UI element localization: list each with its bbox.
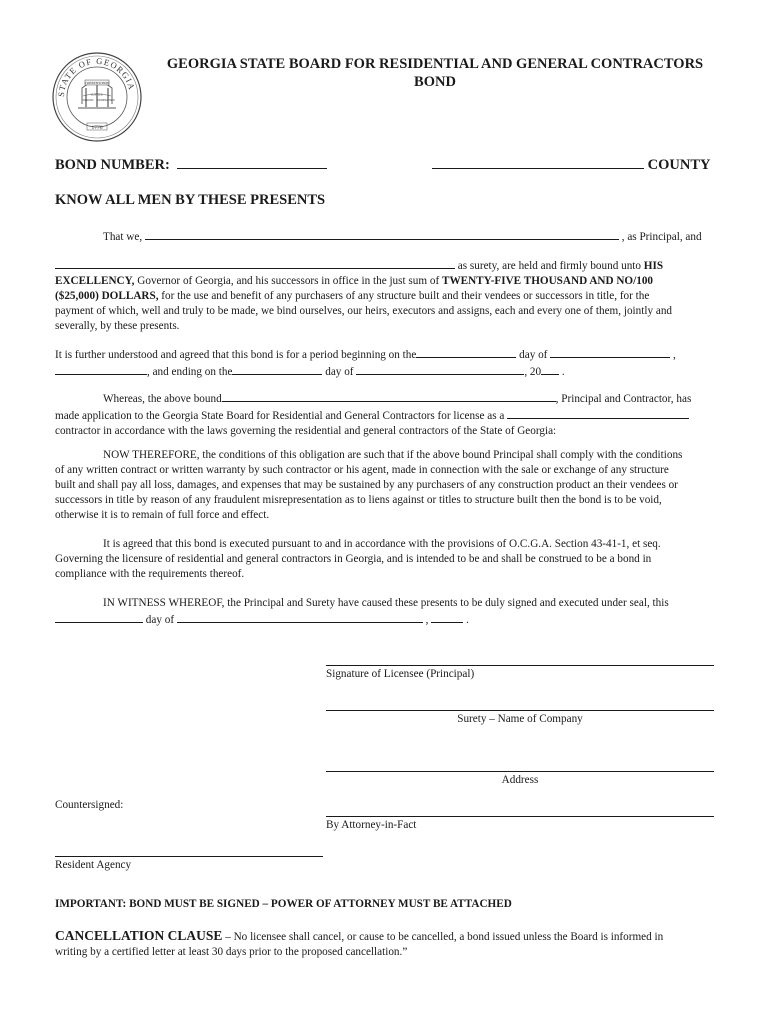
surety-name-field[interactable] — [55, 257, 455, 269]
begin-year-field[interactable] — [55, 363, 147, 375]
attorney-label: By Attorney-in-Fact — [326, 819, 417, 831]
licensee-signature-line[interactable] — [326, 665, 714, 666]
begin-day-of-text: day of — [519, 349, 548, 361]
agreement-line-3: compliance with the requirements thereof. — [55, 568, 245, 580]
that-we-text: That we, — [103, 231, 143, 243]
seal-motto-right: MODERATION — [97, 99, 115, 102]
resident-agency-line[interactable] — [55, 856, 323, 857]
paragraph-now-therefore — [55, 448, 715, 523]
paragraph-whereas — [55, 390, 715, 439]
seal-motto-middle: JUSTICE — [91, 92, 103, 97]
para1-rest-2: payment of which, well and truly to be made, we bind ourselves, our heirs, executors and assigns, each and every one of them, jointly and — [55, 305, 673, 317]
period-text: It is further understood and agreed that this bond is for a period beginning on the — [55, 349, 417, 361]
paragraph-period — [55, 346, 715, 380]
witness-comma: , — [425, 614, 429, 626]
witness-day-field[interactable] — [55, 611, 143, 623]
cancellation-heading: CANCELLATION CLAUSE — [55, 928, 223, 943]
end-year-field[interactable] — [541, 363, 559, 375]
now-therefore-line-3: built and shall pay all loss, damages, and expenses that may be sustained by any purchasers of any construction product an their vendees or — [55, 479, 678, 491]
witness-period: . — [466, 614, 469, 626]
agreement-line-2: Governing the licensure of residential and general contractors in Georgia, and is intended to be and shall be construed to be a bond in — [55, 553, 652, 565]
know-all-men-heading: KNOW ALL MEN BY THESE PRESENTS — [55, 192, 326, 208]
amount-figures: ($25,000) DOLLARS, — [55, 290, 159, 302]
as-surety-text: as surety, are held and firmly bound unto — [457, 260, 641, 272]
his-text: HIS — [643, 260, 664, 272]
now-therefore-line-1: NOW THEREFORE, the conditions of this obligation are such that if the above bound Principal shall comply with the conditions — [103, 449, 683, 461]
surety-name-label: Surety – Name of Company — [457, 713, 583, 725]
address-label: Address — [501, 774, 539, 786]
amount-words: TWENTY-FIVE THOUSAND AND NO/100 — [441, 275, 654, 287]
ending-on-text: , and ending on the — [147, 366, 233, 378]
now-therefore-line-4: successors in title by reason of any fraudulent misrepresentation as to liens against or titles to structure built then the bond is to be void, — [55, 494, 662, 506]
end-day-field[interactable] — [232, 363, 322, 375]
countersigned-label: Countersigned: — [55, 799, 124, 811]
end-day-of-text: day of — [325, 366, 354, 378]
paragraph-witness — [55, 596, 715, 628]
georgia-state-seal — [52, 52, 142, 142]
end-month-field[interactable] — [356, 363, 524, 375]
surety-name-line[interactable] — [326, 710, 714, 711]
bond-number-label: BOND NUMBER: — [55, 157, 170, 173]
licensee-signature-label: Signature of Licensee (Principal) — [326, 668, 475, 680]
license-type-field[interactable] — [507, 407, 689, 419]
resident-agency-label: Resident Agency — [55, 859, 132, 871]
important-notice: IMPORTANT: BOND MUST BE SIGNED – POWER OF ATTORNEY MUST BE ATTACHED — [55, 898, 512, 910]
comma-text: , — [673, 349, 676, 361]
contractor-name-field[interactable] — [222, 390, 556, 402]
paragraph-parties — [55, 228, 715, 334]
application-text: made application to the Georgia State Board for Residential and General Contractors for license as a — [55, 410, 505, 422]
seal-ring-text: STATE OF GEORGIA — [55, 55, 138, 98]
begin-month-field[interactable] — [550, 346, 670, 358]
cancellation-clause — [55, 928, 715, 960]
county-label: COUNTY — [647, 157, 711, 173]
para1-rest-1: for the use and benefit of any purchasers of any structure built and their vendees or successors in title, for the — [161, 290, 650, 302]
excellency-text: EXCELLENCY, — [55, 275, 135, 287]
title-line-2: BOND — [414, 74, 456, 90]
witness-day-of-text: day of — [145, 614, 175, 626]
witness-year-field[interactable] — [431, 611, 463, 623]
now-therefore-line-2: of any written contract or written warranty by such contractor or his agent, made in connection with the sale or exchange of any structure — [55, 464, 669, 476]
witness-month-field[interactable] — [177, 611, 423, 623]
cancellation-text-2: writing by a certified letter at least 30 days prior to the proposed cancellation.” — [55, 946, 408, 958]
begin-day-field[interactable] — [416, 346, 516, 358]
whereas-text: Whereas, the above bound — [103, 393, 222, 405]
para1-rest-3: severally, by these presents. — [55, 320, 180, 332]
cancellation-text-1: – No licensee shall cancel, or cause to be cancelled, a bond issued unless the Board is informed in — [225, 931, 664, 943]
seal-year: 1776 — [91, 125, 103, 131]
principal-contractor-text: , Principal and Contractor, has — [555, 393, 692, 405]
bond-number-field[interactable] — [177, 154, 327, 169]
paragraph-agreement — [55, 537, 715, 582]
seal-banner: CONSTITUTION — [84, 81, 110, 85]
address-line[interactable] — [326, 771, 714, 772]
title-line-1: GEORGIA STATE BOARD FOR RESIDENTIAL AND GENERAL CONTRACTORS — [166, 56, 704, 72]
as-principal-text: , as Principal, and — [621, 231, 702, 243]
governor-text: Governor of Georgia, and his successors in office in the just sum of — [137, 275, 440, 287]
agreement-line-1: It is agreed that this bond is executed pursuant to and in accordance with the provisions of O.C.G.A. Section 43-41-1, et seq. — [103, 538, 661, 550]
county-row — [432, 154, 710, 174]
year-prefix-text: , 20 — [524, 366, 542, 378]
witness-line-1: IN WITNESS WHEREOF, the Principal and Surety have caused these presents to be duly signed and executed under seal, this — [103, 597, 669, 609]
document-title — [150, 55, 720, 91]
period-end-text: . — [561, 366, 565, 378]
now-therefore-line-5: otherwise it is to remain of full force and effect. — [55, 509, 270, 521]
bond-number-row — [55, 154, 327, 174]
county-field[interactable] — [432, 154, 644, 169]
attorney-signature-line[interactable] — [326, 816, 714, 817]
principal-name-field[interactable] — [145, 228, 619, 240]
contractor-laws-text: contractor in accordance with the laws governing the residential and general contractors of the State of Georgia: — [55, 425, 557, 437]
seal-motto-left: WISDOM — [82, 99, 94, 102]
